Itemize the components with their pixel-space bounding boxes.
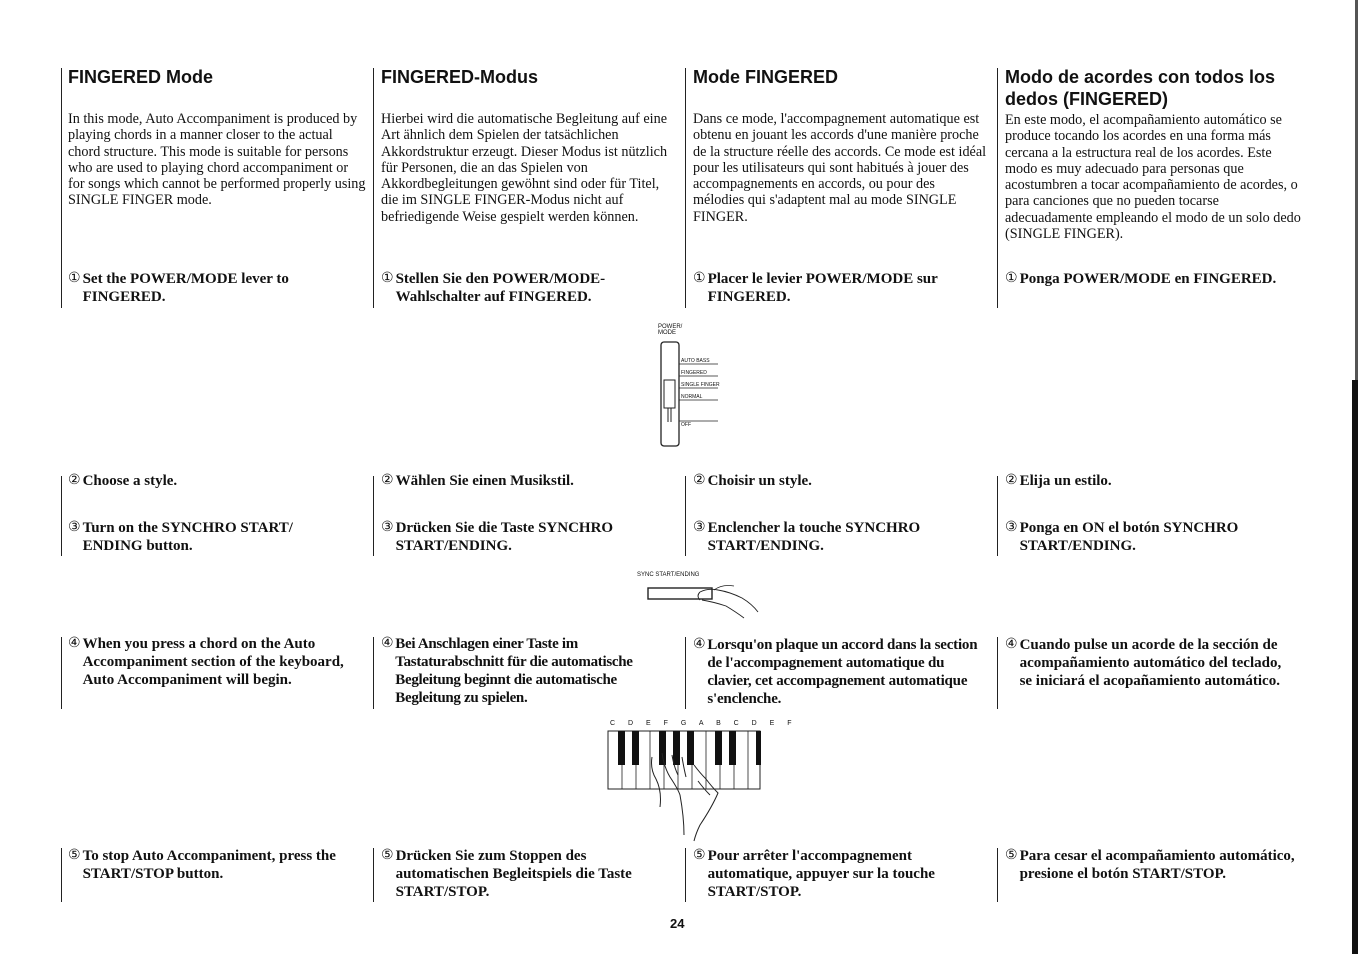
- switch-position-normal: NORMAL: [681, 394, 703, 400]
- section-title: Modo de acordes con todos los dedos (FINGERED): [1005, 67, 1276, 109]
- power-mode-switch-diagram: [640, 320, 740, 450]
- step-5: ⑤ Para cesar el acompañamiento automático, presione el botón START/STOP.: [1005, 848, 1295, 882]
- column-spanish: [1005, 66, 1305, 242]
- sync-button-label: SYNC START/ENDING: [637, 572, 700, 578]
- switch-header-label: POWER/ MODE: [658, 324, 683, 336]
- column-divider: [997, 637, 998, 709]
- step-5: ⑤ Drücken Sie zum Stoppen des automatischen Begleitspiels die Taste START/STOP.: [381, 848, 632, 900]
- column-divider: [373, 848, 374, 902]
- page-number: 24: [670, 916, 685, 931]
- step-4: ④ Lorsqu'on plaque un accord dans la section de l'accompagnement automatique du clavier, cet accompagnement automatique s'enclenche.: [693, 637, 978, 707]
- column-divider: [373, 476, 374, 556]
- column-french: [693, 66, 989, 225]
- column-divider: [61, 637, 62, 709]
- column-divider: [61, 68, 62, 308]
- column-divider: [997, 68, 998, 308]
- column-divider: [373, 68, 374, 308]
- section-title: FINGERED-Modus: [381, 67, 538, 87]
- column-divider: [685, 68, 686, 308]
- step-4: ④ Bei Anschlagen einer Taste im Tastaturabschnitt für die automatische Begleitung beginnt die automatische Begleitung zu spielen.: [381, 636, 633, 706]
- switch-position-off: OFF: [681, 422, 691, 428]
- intro-text: In this mode, Auto Accompaniment is produced by playing chords in a manner closer to the actual chord structure. This mode is suitable for persons who are used to playing chord accompaniment or for songs which cannot be performed properly using SINGLE FINGER mode.: [68, 111, 366, 209]
- keyboard-diagram: [600, 717, 798, 842]
- switch-position-fingered: FINGERED: [681, 370, 707, 376]
- step-3: ③ Turn on the SYNCHRO START/ ENDING button.: [68, 520, 293, 554]
- page-edge: [1352, 380, 1358, 954]
- section-title: Mode FINGERED: [693, 67, 839, 87]
- step-2: ② Choisir un style.: [693, 473, 812, 489]
- section-title: FINGERED Mode: [68, 67, 214, 87]
- step-2: ② Choose a style.: [68, 473, 178, 489]
- switch-position-single-finger: SINGLE FINGER: [681, 382, 720, 388]
- column-divider: [685, 637, 686, 709]
- finger-press-icon: [630, 570, 770, 630]
- step-4: ④ Cuando pulse un acorde de la sección de acompañamiento automático del teclado, se iniciará el acopañamiento automático.: [1005, 637, 1282, 689]
- step-1: ① Stellen Sie den POWER/MODE-Wahlschalter auf FINGERED.: [381, 271, 606, 305]
- column-divider: [685, 476, 686, 556]
- column-divider: [997, 476, 998, 556]
- step-4: ④ When you press a chord on the Auto Accompaniment section of the keyboard, Auto Accompaniment will begin.: [68, 636, 344, 688]
- column-divider: [373, 637, 374, 709]
- column-divider: [685, 848, 686, 902]
- step-1: ① Set the POWER/MODE lever to FINGERED.: [68, 271, 289, 305]
- column-english: [68, 66, 366, 209]
- step-1: ① Ponga POWER/MODE en FINGERED.: [1005, 271, 1277, 287]
- intro-text: En este modo, el acompañamiento automático se produce tocando los acordes en una forma más cercana a la estructura real de los acordes. Este modo es muy adecuado para personas que acostumbren a tocar acompañamiento de acordes, o para canciones que no pueden tocarse adecuadamente empleando el modo de un solo dedo (SINGLE FINGER).: [1005, 112, 1301, 243]
- step-3: ③ Drücken Sie die Taste SYNCHRO START/ENDING.: [381, 520, 614, 554]
- intro-text: Dans ce mode, l'accompagnement automatique est obtenu en jouant les accords d'une manière proche de la structure réelle des accords. Ce mode est idéal pour les utilisateurs qui sont habitués à jouer des accompagnements en accords, ou pour des mélodies qui s'adaptent mal au mode SINGLE FINGER.: [693, 111, 987, 225]
- switch-position-auto-bass: AUTO BASS: [681, 358, 710, 364]
- column-divider: [61, 476, 62, 556]
- keyboard-hand-icon: [600, 717, 770, 842]
- step-5: ⑤ To stop Auto Accompaniment, press the START/STOP button.: [68, 848, 336, 882]
- step-1: ① Placer le levier POWER/MODE sur FINGERED.: [693, 271, 938, 305]
- column-divider: [61, 848, 62, 902]
- intro-text: Hierbei wird die automatische Begleitung auf eine Art ähnlich dem Spielen der tatsächlichen Akkordstruktur erzeugt. Dieser Modus ist nützlich für Personen, die an das Spielen von Akkordbegleitungen gewöhnt sind oder für Titel, die im SINGLE FINGER-Modus nicht auf befriedigende Weise gespielt werden können.: [381, 111, 668, 225]
- step-3: ③ Ponga en ON el botón SYNCHRO START/ENDING.: [1005, 520, 1239, 554]
- step-5: ⑤ Pour arrêter l'accompagnement automatique, appuyer sur la touche START/STOP.: [693, 848, 935, 900]
- column-german: [381, 66, 677, 225]
- step-2: ② Elija un estilo.: [1005, 473, 1112, 489]
- keyboard-note-labels: C D E F G A B C D E F: [610, 720, 798, 727]
- column-divider: [997, 848, 998, 902]
- sync-start-button-diagram: [630, 570, 770, 630]
- step-3: ③ Enclencher la touche SYNCHRO START/ENDING.: [693, 520, 921, 554]
- step-2: ② Wählen Sie einen Musikstil.: [381, 473, 574, 489]
